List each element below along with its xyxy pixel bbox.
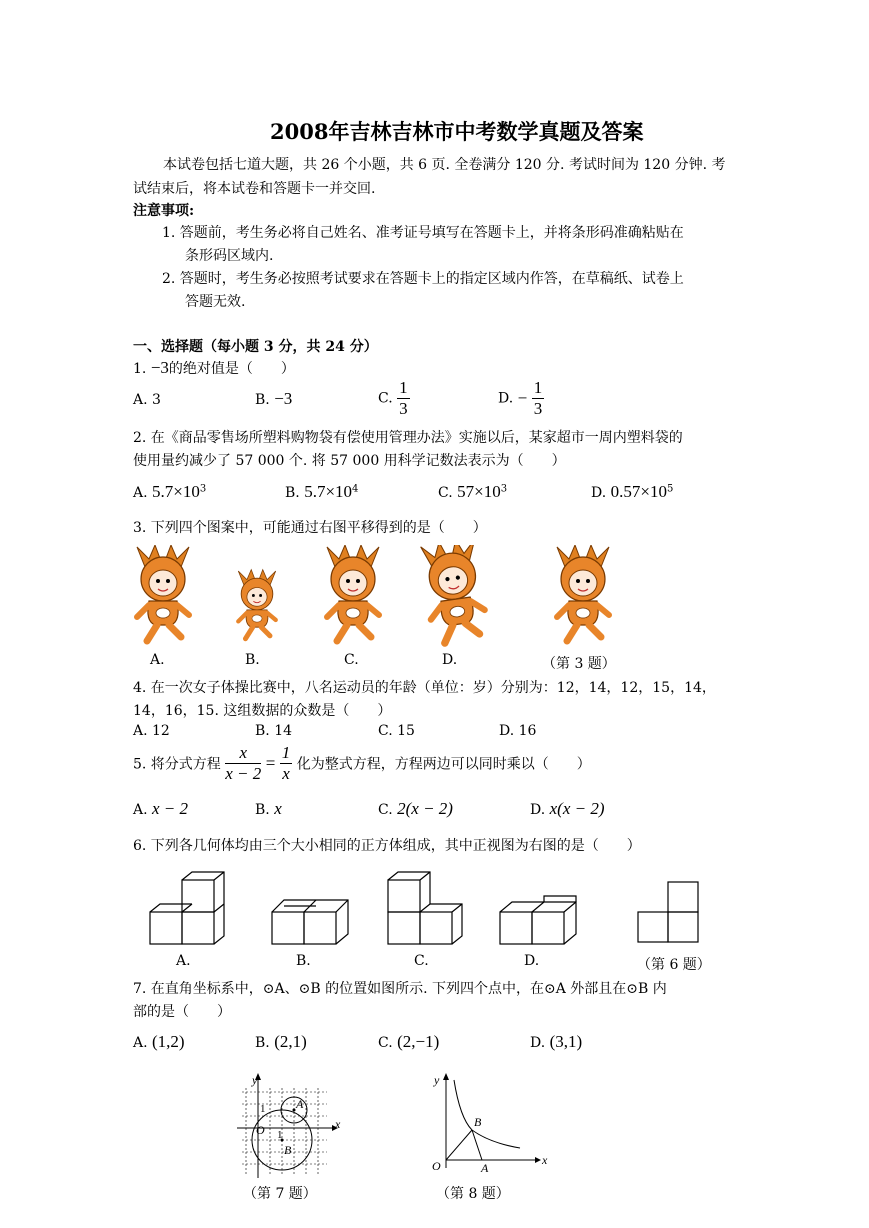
math-expr: 5.7×10: [152, 482, 200, 501]
question-7-line: 7. 在直角坐标系中，⊙A、⊙B 的位置如图所示. 下列四个点中，在⊙A 外部且在⊙B 内: [133, 981, 667, 997]
option-d: [591, 482, 673, 502]
denominator: 3: [533, 399, 543, 418]
question-7-line: 部的是（ ）: [133, 1004, 231, 1020]
option-c: [378, 378, 410, 419]
tick-label: 1: [260, 1103, 266, 1115]
exponent: 4: [352, 483, 359, 495]
denominator: x − 2: [225, 764, 262, 783]
figure-7: [232, 1070, 352, 1185]
mascot-reference: [557, 545, 609, 641]
question-1-stem: [133, 358, 295, 378]
exponent: 5: [666, 483, 674, 495]
math-expr: (2,1): [274, 1032, 307, 1051]
option-label: B.: [285, 485, 300, 501]
figure-caption: （第 7 题）: [243, 1186, 317, 1202]
option-c: [438, 482, 507, 502]
point-b-label: B: [284, 1143, 292, 1157]
option-label: D.: [498, 390, 514, 407]
denominator: x: [282, 764, 290, 783]
option-label: D.: [530, 1035, 546, 1051]
question-text: 化为整式方程，方程两边可以同时乘以（ ）: [296, 756, 591, 773]
question-text: 5. 将分式方程: [133, 756, 221, 773]
question-4-line: 4. 在一次女子体操比赛中，八名运动员的年龄（单位：岁）分别为：12，14，12，15，14，: [133, 680, 716, 696]
fraction: [225, 743, 261, 784]
figure-label: C.: [414, 953, 429, 969]
numerator: 1: [533, 378, 543, 397]
figure-label: A.: [176, 953, 191, 969]
figure-caption: （第 8 题）: [436, 1186, 510, 1202]
axis-x-label: x: [335, 1117, 341, 1131]
option-label: D.: [530, 802, 546, 818]
figure-label: C.: [344, 652, 359, 668]
option-label: C.: [378, 390, 393, 407]
math-expr: x: [274, 799, 282, 818]
math-expr: (1,2): [152, 1032, 185, 1051]
mascot-c: [327, 545, 379, 641]
option-c: C. 15: [378, 723, 415, 739]
math-expr: 5.7×10: [304, 482, 353, 501]
mascot-figures: [125, 545, 755, 650]
figure-8: [420, 1068, 550, 1183]
option-b: [255, 799, 282, 819]
point-b-label: B: [474, 1115, 482, 1129]
intro-line: 本试卷包括七道大题，共 26 个小题，共 6 页. 全卷满分 120 分. 考试时间为 120 分钟. 考: [163, 157, 726, 173]
mascot-a: [137, 545, 189, 641]
origin-label: O: [432, 1159, 441, 1173]
math-expr: 57×10: [457, 482, 501, 501]
exponent: 3: [500, 483, 508, 495]
intro-line: 试结束后，将本试卷和答题卡一并交回.: [133, 181, 376, 197]
math-expr: (3,1): [549, 1032, 583, 1051]
option-label: B.: [255, 802, 270, 818]
figure-label: A.: [150, 652, 165, 668]
fraction: [280, 743, 293, 784]
option-label: B.: [255, 1035, 270, 1051]
option-label: C.: [378, 802, 393, 818]
point-a-label: A: [296, 1097, 304, 1111]
solid-c: [388, 872, 462, 944]
math-expr: 0.57×10: [610, 482, 667, 501]
option-d: D. 16: [499, 723, 537, 739]
denominator: 3: [399, 399, 408, 418]
question-6-stem: 6. 下列各几何体均由三个大小相同的正方体组成，其中正视图为右图的是（ ）: [133, 838, 641, 854]
numerator: 1: [399, 378, 408, 397]
figure-caption: （第 6 题）: [637, 957, 711, 973]
figure-label: B.: [245, 652, 260, 668]
equals-sign: =: [265, 753, 276, 773]
solid-b: [272, 900, 348, 944]
exponent: 3: [199, 483, 207, 495]
figure-label: D.: [442, 652, 458, 668]
axis-y-label: y: [252, 1073, 258, 1087]
question-number: 1.: [133, 361, 147, 377]
option-a: A. 12: [133, 723, 170, 739]
math-expr: x(x − 2): [549, 799, 605, 818]
option-c: [378, 799, 453, 819]
option-b: [285, 482, 358, 502]
option-b: [255, 389, 292, 409]
option-a: [133, 482, 206, 502]
question-text: 的绝对值是（ ）: [168, 361, 295, 377]
note-item: 条形码区域内.: [185, 248, 274, 264]
cube-figures: [140, 868, 720, 953]
option-label: C.: [378, 1035, 393, 1051]
option-label: A.: [133, 802, 148, 818]
option-b: B. 14: [255, 723, 293, 739]
mascot-b: [238, 570, 275, 639]
question-3-stem: 3. 下列四个图案中，可能通过右图平移得到的是（ ）: [133, 520, 487, 536]
option-label: B.: [255, 392, 270, 408]
math-expr: −3: [274, 389, 293, 408]
option-c: [378, 1032, 439, 1052]
fraction: [532, 378, 545, 419]
section-heading: 一、选择题（每小题 3 分，共 24 分）: [133, 339, 378, 355]
math-expr: −3: [150, 358, 169, 377]
math-expr: x − 2: [152, 799, 189, 818]
option-b: [255, 1032, 307, 1052]
mascot-d: [420, 545, 488, 645]
figure-label: B.: [296, 953, 311, 969]
figure-label: D.: [524, 953, 540, 969]
option-label: D.: [591, 485, 607, 501]
point-a-label: A: [481, 1161, 489, 1175]
tick-label: 1: [277, 1129, 283, 1141]
option-a: A. 3: [133, 392, 161, 408]
option-a: [133, 1032, 185, 1052]
option-label: A.: [133, 485, 148, 501]
question-2-line: 使用量约减少了 57 000 个. 将 57 000 用科学记数法表示为（ ）: [133, 453, 566, 469]
front-view-reference: [638, 882, 698, 942]
numerator: x: [225, 743, 261, 764]
question-4-line: 14，16，15. 这组数据的众数是（ ）: [133, 703, 392, 719]
math-expr: (2,−1): [397, 1032, 440, 1051]
option-d: [530, 799, 605, 819]
numerator: 1: [281, 743, 291, 762]
note-item: 2. 答题时，考生务必按照考试要求在答题卡上的指定区域内作答，在草稿纸、试卷上: [162, 271, 684, 287]
math-expr: 2(x − 2): [397, 799, 453, 818]
notes-heading: 注意事项:: [133, 203, 195, 219]
axis-y-label: y: [434, 1073, 440, 1087]
note-item: 1. 答题前，考生务必将自己姓名、准考证号填写在答题卡上，并将条形码准确粘贴在: [162, 225, 684, 241]
option-label: A.: [133, 1035, 148, 1051]
note-item: 答题无效.: [185, 294, 246, 310]
axis-x-label: x: [542, 1153, 548, 1167]
fraction: [397, 378, 410, 419]
figure-caption: （第 3 题）: [542, 656, 616, 672]
option-d: [530, 1032, 582, 1052]
page-title: 2008年吉林吉林市中考数学真题及答案: [270, 119, 644, 144]
question-5-stem: [133, 743, 591, 784]
option-d: [498, 378, 544, 419]
solid-d: [500, 896, 576, 944]
solid-a: [150, 872, 224, 944]
option-label: C.: [438, 485, 453, 501]
math-sign: −: [517, 388, 528, 408]
option-a: [133, 799, 188, 819]
question-2-line: 2. 在《商品零售场所塑料购物袋有偿使用管理办法》实施以后，某家超市一周内塑料袋的: [133, 430, 683, 446]
origin-label: O: [256, 1123, 265, 1137]
